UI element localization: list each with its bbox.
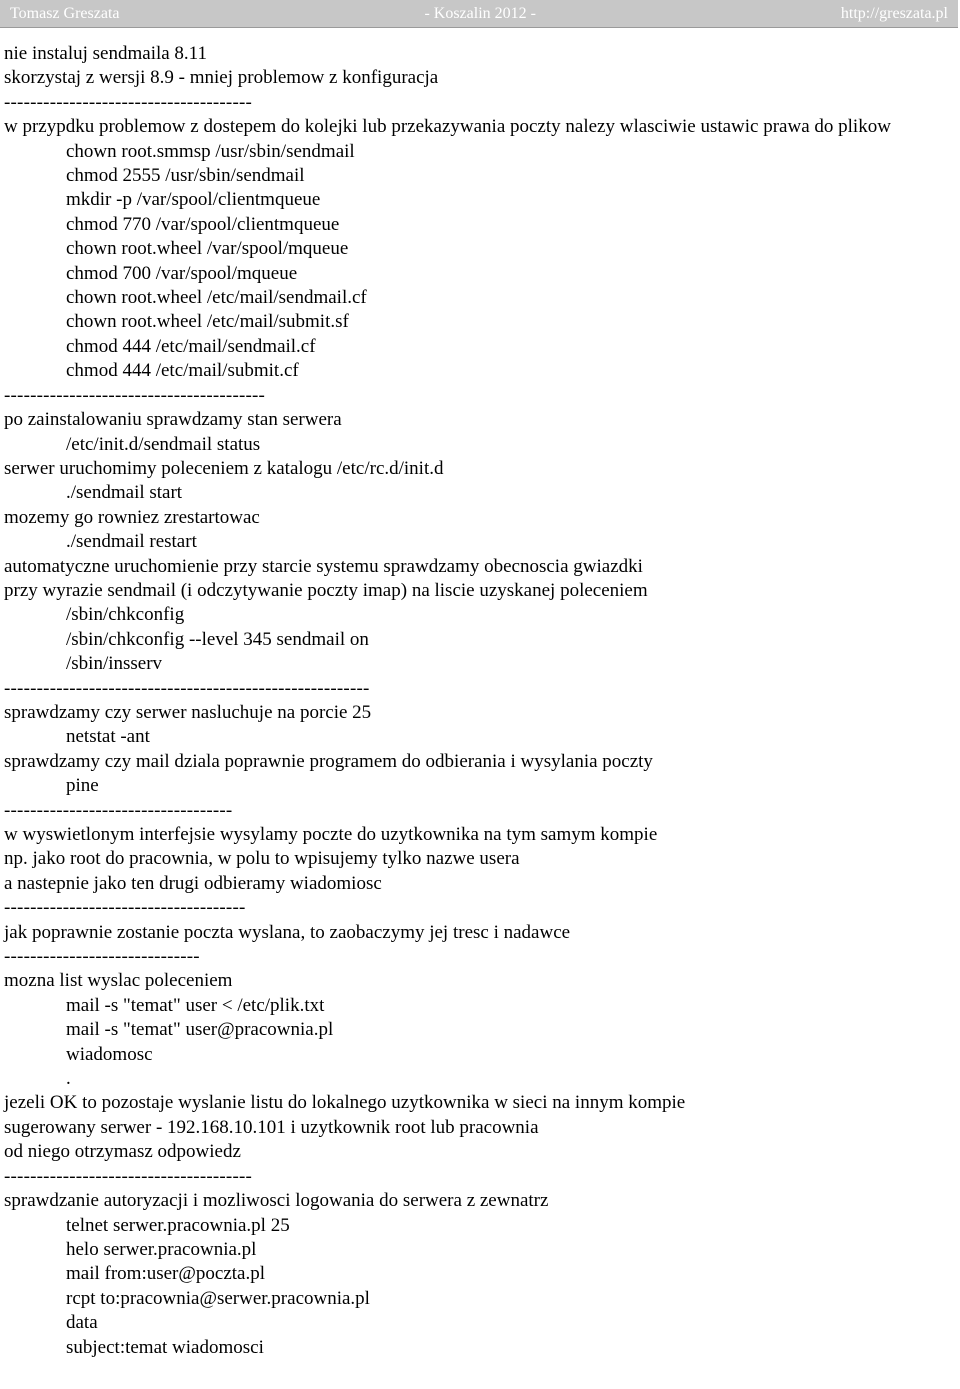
text-line: chmod 2555 /usr/sbin/sendmail	[66, 165, 305, 187]
text-line: przy wyrazie sendmail (i odczytywanie poczty imap) na liscie uzyskanej poleceniem	[4, 579, 648, 601]
text-line: .	[66, 1068, 71, 1090]
text-line: chown root.wheel /etc/mail/sendmail.cf	[66, 287, 367, 309]
text-line: np. jako root do pracownia, w polu to wpisujemy tylko nazwe usera	[4, 848, 520, 870]
text-line: ./sendmail start	[66, 482, 183, 504]
text-line: subject:temat wiadomosci	[66, 1336, 264, 1358]
header-url[interactable]: http://greszata.pl	[840, 4, 948, 22]
text-line: jezeli OK to pozostaje wyslanie listu do lokalnego uzytkownika w sieci na innym kompie	[4, 1092, 686, 1114]
text-line: chown root.smmsp /usr/sbin/sendmail	[66, 140, 355, 162]
text-line: /sbin/chkconfig --level 345 sendmail on	[66, 628, 369, 650]
separator-line: --------------------------------------	[4, 91, 253, 113]
text-line: sugerowany serwer - 192.168.10.101 i uzytkownik root lub pracownia	[4, 1116, 539, 1138]
text-line: mail from:user@poczta.pl	[66, 1263, 265, 1285]
text-line: od niego otrzymasz odpowiedz	[4, 1141, 241, 1163]
text-line: mkdir -p /var/spool/clientmqueue	[66, 189, 321, 211]
text-line: nie instaluj sendmaila 8.11	[4, 43, 207, 64]
separator-line: -------------------------------------	[4, 897, 246, 919]
separator-line: --------------------------------------	[4, 1165, 253, 1187]
separator-line: ----------------------------------------	[4, 384, 266, 406]
text-line: po zainstalowaniu sprawdzamy stan serwera	[4, 409, 342, 431]
text-line: rcpt to:pracownia@serwer.pracownia.pl	[66, 1287, 370, 1309]
text-line: mozna list wyslac poleceniem	[4, 970, 233, 992]
text-line: ./sendmail restart	[66, 531, 197, 553]
text-line: automatyczne uruchomienie przy starcie systemu sprawdzamy obecnoscia gwiazdki	[4, 555, 643, 577]
text-line: chown root.wheel /var/spool/mqueue	[66, 238, 349, 260]
text-line: chmod 444 /etc/mail/submit.cf	[66, 360, 299, 382]
page-header	[0, 0, 958, 28]
header-author: Tomasz Greszata	[10, 4, 120, 22]
text-line: sprawdzamy czy serwer nasluchuje na porcie 25	[4, 701, 372, 723]
document-body	[4, 42, 954, 1360]
text-line: mozemy go rowniez zrestartowac	[4, 506, 260, 528]
text-line: a nastepnie jako ten drugi odbieramy wiadomiosc	[4, 872, 382, 894]
separator-line: --------------------------------------------------------	[4, 677, 370, 699]
text-line: serwer uruchomimy poleceniem z katalogu /etc/rc.d/init.d	[4, 457, 444, 479]
text-line: sprawdzanie autoryzacji i mozliwosci logowania do serwera z zewnatrz	[4, 1190, 549, 1212]
separator-line: ------------------------------	[4, 946, 200, 968]
header-location: - Koszalin 2012 -	[424, 4, 536, 22]
text-line: w wyswietlonym interfejsie wysylamy poczte do uzytkownika na tym samym kompie	[4, 824, 658, 845]
text-line: data	[66, 1312, 98, 1334]
text-line: mail -s "temat" user < /etc/plik.txt	[66, 994, 325, 1016]
text-line: chmod 700 /var/spool/mqueue	[66, 262, 298, 284]
text-line: /etc/init.d/sendmail status	[66, 433, 261, 455]
text-line: telnet serwer.pracownia.pl 25	[66, 1214, 290, 1236]
text-line: skorzystaj z wersji 8.9 - mniej problemow z konfiguracja	[4, 67, 439, 89]
text-line: wiadomosc	[66, 1043, 153, 1065]
text-line: pine	[66, 775, 99, 797]
text-line: chmod 444 /etc/mail/sendmail.cf	[66, 335, 316, 357]
text-line: helo serwer.pracownia.pl	[66, 1238, 257, 1260]
text-line: /sbin/chkconfig	[66, 604, 185, 626]
text-line: w przypdku problemow z dostepem do kolejki lub przekazywania poczty nalezy wlasciwie ustawic prawa do plikow	[4, 116, 891, 138]
text-line: chmod 770 /var/spool/clientmqueue	[66, 213, 340, 235]
text-line: /sbin/insserv	[66, 653, 163, 675]
text-line: mail -s "temat" user@pracownia.pl	[66, 1019, 334, 1041]
text-line: jak poprawnie zostanie poczta wyslana, to zaobaczymy jej tresc i nadawce	[4, 921, 571, 943]
text-line: netstat -ant	[66, 726, 150, 748]
text-line: chown root.wheel /etc/mail/submit.sf	[66, 311, 349, 333]
text-line: sprawdzamy czy mail dziala poprawnie programem do odbierania i wysylania poczty	[4, 750, 653, 772]
separator-line: -----------------------------------	[4, 799, 233, 821]
